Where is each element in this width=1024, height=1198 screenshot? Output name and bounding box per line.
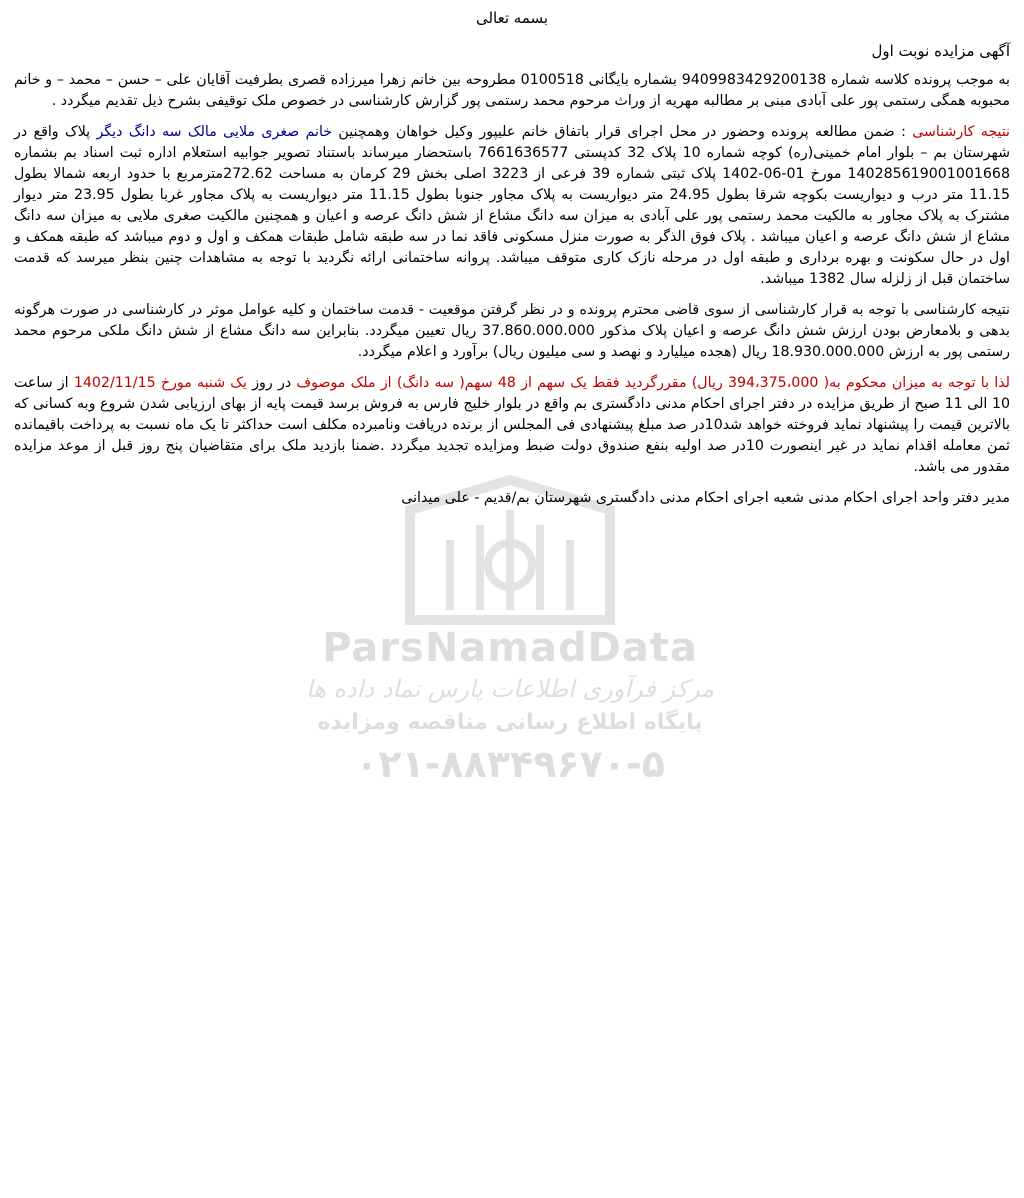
paragraph-expert-result bbox=[14, 122, 1010, 290]
invocation: بسمه تعالی bbox=[475, 9, 549, 27]
page-title: آگهی مزایده نوبت اول bbox=[871, 42, 1010, 60]
signature bbox=[14, 488, 1010, 509]
watermark-phone: ۰۲۱-۸۸۳۴۹۶۷۰-۵ bbox=[355, 742, 665, 786]
expert-text-a: : ضمن مطالعه پرونده وحضور در محل اجرای قرار باتفاق خانم علیپور وکیل خواهان وهمچنین bbox=[332, 124, 913, 140]
paragraph-auction bbox=[14, 373, 1010, 478]
paragraph-case-text: به موجب پرونده کلاسه شماره 9409983429200138 بشماره بایگانی 0100518 مطروحه بین خانم زهرا میرزاده قصری بطرفیت آقایان علی – حسن – محمد – و خانم محبوبه همگی رستمی پور علی آبادی مبنی بر مطالبه مهریه از وراث مرحوم محمد رستمی پور گزارش کارشناسی در خصوص ملک توقیفی بشرح ذیل تقدیم میگردد . bbox=[14, 72, 1010, 109]
auction-day: یک شنبه مورخ 1402/11/15 bbox=[73, 375, 247, 391]
document bbox=[14, 8, 1010, 519]
signature-text: مدیر دفتر واحد اجرای احکام مدنی شعبه اجرای احکام مدنی دادگستری شهرستان بم/قدیم - علی میدانی bbox=[401, 490, 1010, 506]
expert-text-b: پلاک واقع در شهرستان بم – بلوار امام خمینی(ره) کوچه شماره 10 پلاک 32 کدپستی 7661636577 باستحضار میرساند باستناد تصویر جوابیه استعلام اداره ثبت اسناد بم بشماره 140285619001001668 مورخ 01-06-1402 پلاک ثبتی شماره 39 فرعی از 3223 اصلی بخش 29 کرمان به مساحت 272.62مترمربع با حدود اربعه شمالا بطول 11.15 متر درب و دیواریست بکوچه شرقا بطول 24.95 متر دیواریست به پلاک مجاور جنوبا بطول 11.15 متر دیواریست به پلاک مجاور غربا بطول 23.95 متر دیوار مشترک به پلاک مجاور به مالکیت محمد رستمی پور علی آبادی به میزان سه دانگ مشاع از شش دانگ عرصه و اعیان و همچنین مالکیت صغری ملایی به میزان سه دانگ مشاع از شش دانگ عرصه و اعیان میباشد . پلاک فوق الذگر به صورت منزل مسکونی فاقد نما در سه طبقه شامل طبقات همکف و اول و دوم میباشد که طبقه همکف و اول در حال سکونت و بهره برداری و طبقه اول در مرحله نازک کاری متوقف میباشد. پروانه ساختمانی ارائه نگردید با توجه به مشاهدات چنین بنظر میرسد که قدمت ساختمان قبل از زلزله سال 1382 میباشد. bbox=[14, 124, 1011, 287]
paragraph-valuation bbox=[14, 300, 1010, 363]
watermark-line2: پایگاه اطلاع رسانی مناقصه ومزایده bbox=[317, 710, 703, 735]
watermark-line1: مرکز فرآوری اطلاعات پارس نماد داده ها bbox=[305, 675, 715, 703]
expert-label: نتیجه کارشناسی bbox=[912, 124, 1010, 140]
valuation-text: نتیجه کارشناسی با توجه به قرار کارشناسی از سوی قاضی محترم پرونده و در نظر گرفتن موقعیت - قدمت ساختمان و کلیه عوامل موثر در کارشناسی در صورت هرگونه بدهی و بلامعارض بودن ارزش شش دانگ عرصه و اعیان پلاک مذکور 37.860.000.000 ریال تعیین میگردد. بنابراین سه دانگ مشاع از شش دانگ ملکی مرحوم محمد رستمی پور به ارزش 18.930.000.000 ریال (هجده میلیارد و نهصد و سی میلیون ریال) برآورد و اعلام میگردد. bbox=[14, 302, 1010, 360]
auction-share-text: لذا با توجه به میزان محکوم به( 394،375،000 ریال) مقررگردید فقط یک سهم از 48 سهم( سه دانگ) از ملک موصوف bbox=[296, 375, 1011, 391]
owner-name: خانم صغری ملایی مالک سه دانگ دیگر bbox=[96, 124, 333, 140]
watermark-brand: ParsNamadData bbox=[322, 625, 698, 671]
paragraph-case bbox=[14, 70, 1010, 112]
auction-text-a: در روز bbox=[246, 375, 297, 391]
auction-text-b: از ساعت 10 الی 11 صبح از طریق مزایده در دفتر اجرای احکام مدنی دادگستری بم واقع در بلوار خلیج فارس به فروش برسد قیمت پایه از بهای ارزیابی شدن شروع وبه کسانی که بالاترین قیمت را پیشنهاد نماید فروخته خواهد شد10در صد مبلغ پیشنهادی فی المجلس از برنده دریافت ونامبرده مکلف است حداکثر تا یک ماه نسبت به پرداخت باقیمانده ثمن معامله اقدام نماید در غیر اینصورت 10در صد اولیه بنفع صندوق دولت ضبط ومزایده تجدید میگردد .ضمنا بازدید ملک برای متقاضیان پنج روز قبل از موعد مزایده مقدور می باشد. bbox=[14, 375, 1010, 475]
